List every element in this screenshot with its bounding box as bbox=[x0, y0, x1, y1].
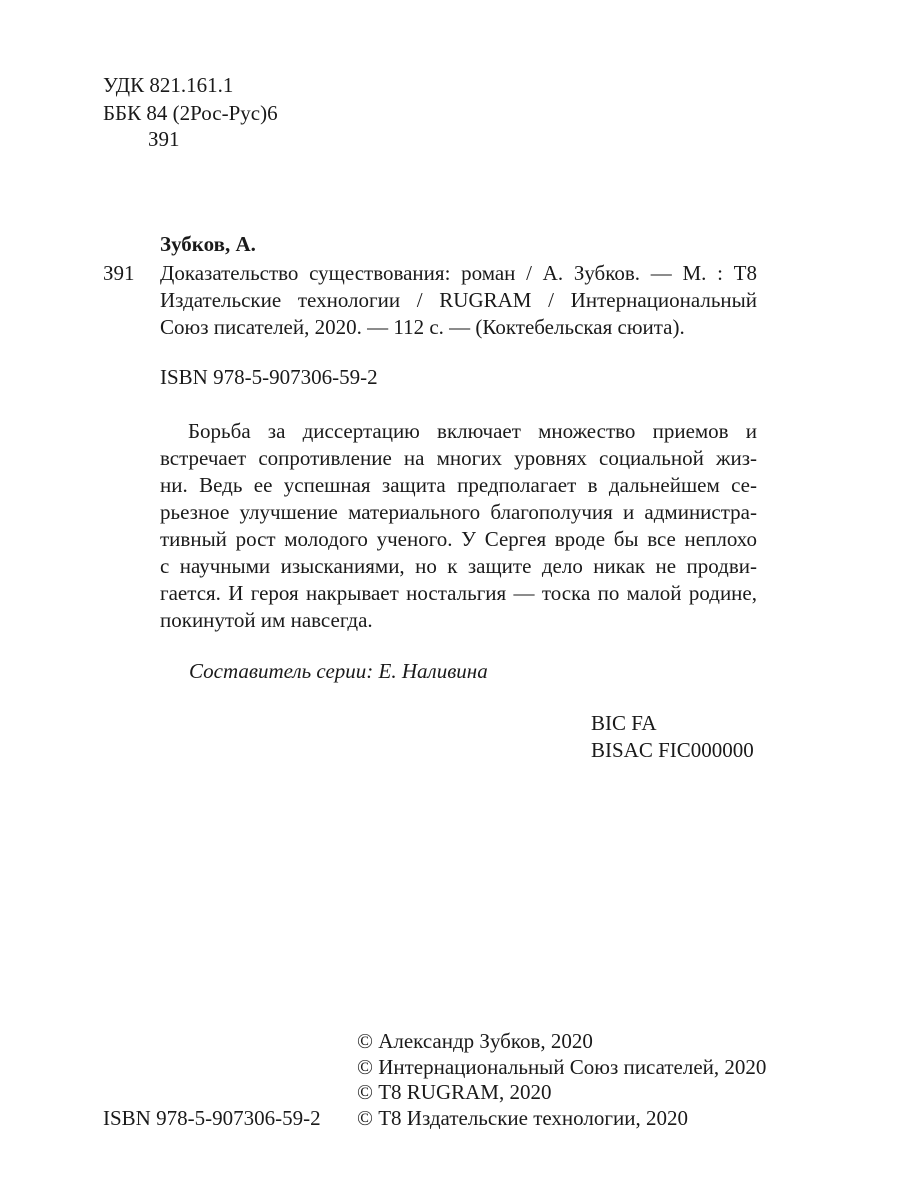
author-mark-top: З91 bbox=[148, 127, 180, 151]
bib-line: Доказательство существования: роман / А. Зубков. — М. : Т8 bbox=[160, 261, 757, 285]
bib-line: Издательские технологии / RUGRAM / Интернациональный bbox=[160, 288, 757, 312]
bbk-code: ББК 84 (2Рос-Рус)6 bbox=[103, 101, 278, 125]
annotation-line: тивный рост молодого ученого. У Сергея вроде бы все неплохо bbox=[160, 527, 757, 551]
annotation-line: Борьба за диссертацию включает множество приемов и bbox=[188, 419, 757, 443]
bic-code: BIC FA bbox=[591, 711, 657, 735]
bib-line: Союз писателей, 2020. — 112 с. — (Коктебельская сюита). bbox=[160, 315, 685, 339]
copyright-line: © Александр Зубков, 2020 bbox=[357, 1029, 593, 1053]
isbn-main: ISBN 978-5-907306-59-2 bbox=[160, 365, 378, 389]
annotation-line: ни. Ведь ее успешная защита предполагает в дальнейшем се- bbox=[160, 473, 757, 497]
copyright-line: © Т8 RUGRAM, 2020 bbox=[357, 1080, 552, 1104]
annotation-line: рьезное улучшение материального благополучия и администра- bbox=[160, 500, 757, 524]
bibliographic-description bbox=[160, 260, 757, 341]
annotation-line: с научными изысканиями, но к защите дело никак не продви- bbox=[160, 554, 757, 578]
annotation-line: гается. И героя накрывает ностальгия — тоска по малой родине, bbox=[160, 581, 757, 605]
author-heading: Зубков, А. bbox=[160, 232, 256, 256]
series-compiler: Составитель серии: Е. Наливина bbox=[189, 659, 488, 683]
annotation bbox=[160, 418, 757, 634]
annotation-line: покинутой им навсегда. bbox=[160, 608, 373, 632]
isbn-bottom: ISBN 978-5-907306-59-2 bbox=[103, 1106, 321, 1130]
annotation-line: встречает сопротивление на многих уровнях социальной жиз- bbox=[160, 446, 757, 470]
copyright-line: © Интернациональный Союз писателей, 2020 bbox=[357, 1054, 767, 1079]
copyright-block bbox=[357, 1029, 766, 1131]
bisac-code: BISAC FIC000000 bbox=[591, 738, 754, 762]
udc-code: УДК 821.161.1 bbox=[103, 73, 234, 97]
copyright-line: © Т8 Издательские технологии, 2020 bbox=[357, 1105, 688, 1130]
author-mark-side: З91 bbox=[103, 261, 135, 285]
